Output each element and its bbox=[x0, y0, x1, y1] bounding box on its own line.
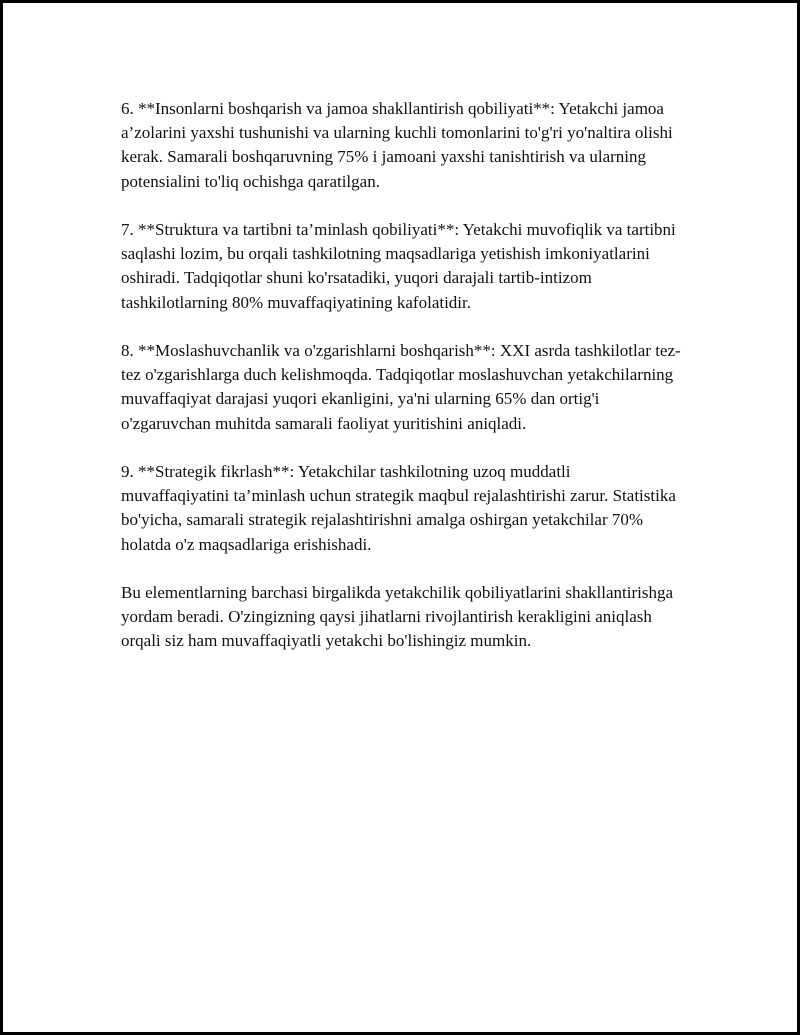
paragraph-strategik-fikrlash: 9. **Strategik fikrlash**: Yetakchilar tashkilotning uzoq muddatli muvaffaqiyatini ta’minlash uchun strategik maqbul rejalashtirishi zarur. Statistika bo'yicha, samarali strategik rejalashtirishni amalga oshirgan yetakchilar 70% holatda o'z maqsadlariga erishishadi. bbox=[121, 462, 676, 554]
paragraph-struktura-va-tartib: 7. **Struktura va tartibni ta’minlash qobiliyati**: Yetakchi muvofiqlik va tartibni saqlashi lozim, bu orqali tashkilotning maqsadlariga yetishish imkoniyatlarini oshiradi. Tadqiqotlar shuni ko'rsatadiki, yuqori darajali tartib-intizom tashkilotlarning 80% muvaffaqiyatining kafolatidir. bbox=[121, 220, 676, 312]
paragraph-conclusion: Bu elementlarning barchasi birgalikda yetakchilik qobiliyatlarini shakllantirishga yordam beradi. O'zingizning qaysi jihatlarni rivojlantirish kerakligini aniqlash orqali siz ham muvaffaqiyatli yetakchi bo'lishingiz mumkin. bbox=[121, 583, 674, 651]
paragraph-moslashuvchanlik: 8. **Moslashuvchanlik va o'zgarishlarni boshqarish**: XXI asrda tashkilotlar tez-tez o'zgarishlarga duch kelishmoqda. Tadqiqotlar moslashuvchan yetakchilarning muvaffaqiyat darajasi yuqori ekanligini, ya'ni ularning 65% dan ortig'i o'zgaruvchan muhitda samarali faoliyat yuritishini aniqladi. bbox=[121, 341, 681, 433]
document-body bbox=[121, 97, 681, 678]
paragraph-insonlarni-boshqarish: 6. **Insonlarni boshqarish va jamoa shakllantirish qobiliyati**: Yetakchi jamoa a’zolarini yaxshi tushunishi va ularning kuchli tomonlarini to'g'ri yo'naltira olishi kerak. Samarali boshqaruvning 75% i jamoani yaxshi tanishtirish va ularning potensialini to'liq ochishga qaratilgan. bbox=[121, 99, 673, 191]
